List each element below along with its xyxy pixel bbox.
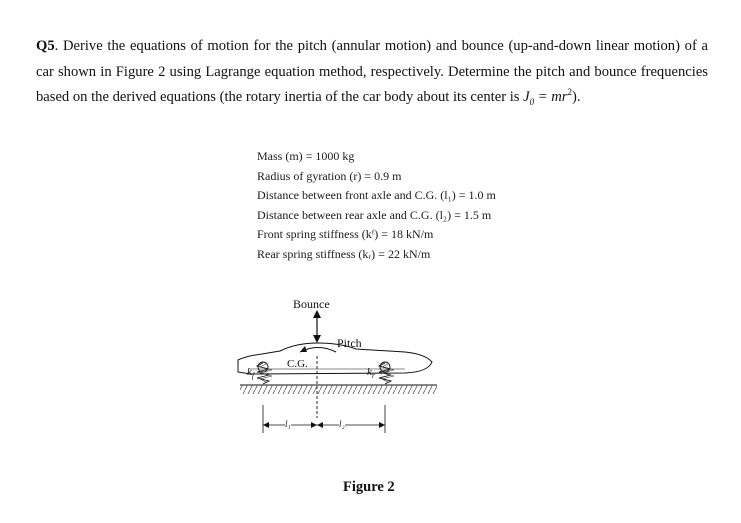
kr-symbol: k: [367, 366, 372, 378]
cg-label: C.G.: [287, 358, 308, 370]
given-rear-stiffness: Rear spring stiffness (kᵣ) = 22 kN/m: [257, 246, 431, 261]
given-rear-distance: Distance between rear axle and C.G. (l₂) = 1.5 m: [257, 207, 492, 222]
rear-spring-label: [367, 366, 375, 380]
bounce-label: Bounce: [293, 297, 330, 311]
formula-rhs: = mr: [534, 89, 568, 105]
l2-label: l₂: [339, 419, 345, 429]
given-front-distance: Distance between front axle and C.G. (l₁) = 1.0 m: [257, 188, 496, 202]
question-body: . Derive the equations of motion for the pitch (annular motion) and bounce (up-and-down linear motion) of a car shown in Figure 2 using Lagrange equation method, respectively. Determine the pitch and bounce frequencies based on the derived equations (the rotary inertia of the car body about its center is: [36, 38, 708, 105]
given-front-stiffness: Front spring stiffness (kᶠ) = 18 kN/m: [257, 227, 434, 241]
formula-exp: 2: [567, 87, 572, 98]
given-radius-gyration: Radius of gyration (r) = 0.9 m: [257, 168, 402, 183]
ground: [240, 385, 437, 394]
question-number: Q5: [36, 38, 55, 54]
given-mass: Mass (m) = 1000 kg: [257, 149, 355, 163]
kr-subscript: r: [371, 371, 376, 381]
pitch-arrow: [300, 346, 336, 352]
figure-caption: Figure 2: [343, 479, 395, 495]
pitch-label: Pitch: [337, 336, 362, 350]
formula-end: ).: [571, 89, 581, 105]
l1-label: l₁: [285, 419, 291, 429]
formula-lhs: J: [523, 89, 530, 105]
front-spring-label: [247, 366, 254, 380]
formula-sub: 0: [529, 96, 535, 107]
dimension-lines: [263, 405, 385, 433]
bounce-arrow: [313, 310, 321, 343]
kf-symbol: k: [247, 366, 252, 378]
kf-subscript: f: [251, 371, 255, 381]
